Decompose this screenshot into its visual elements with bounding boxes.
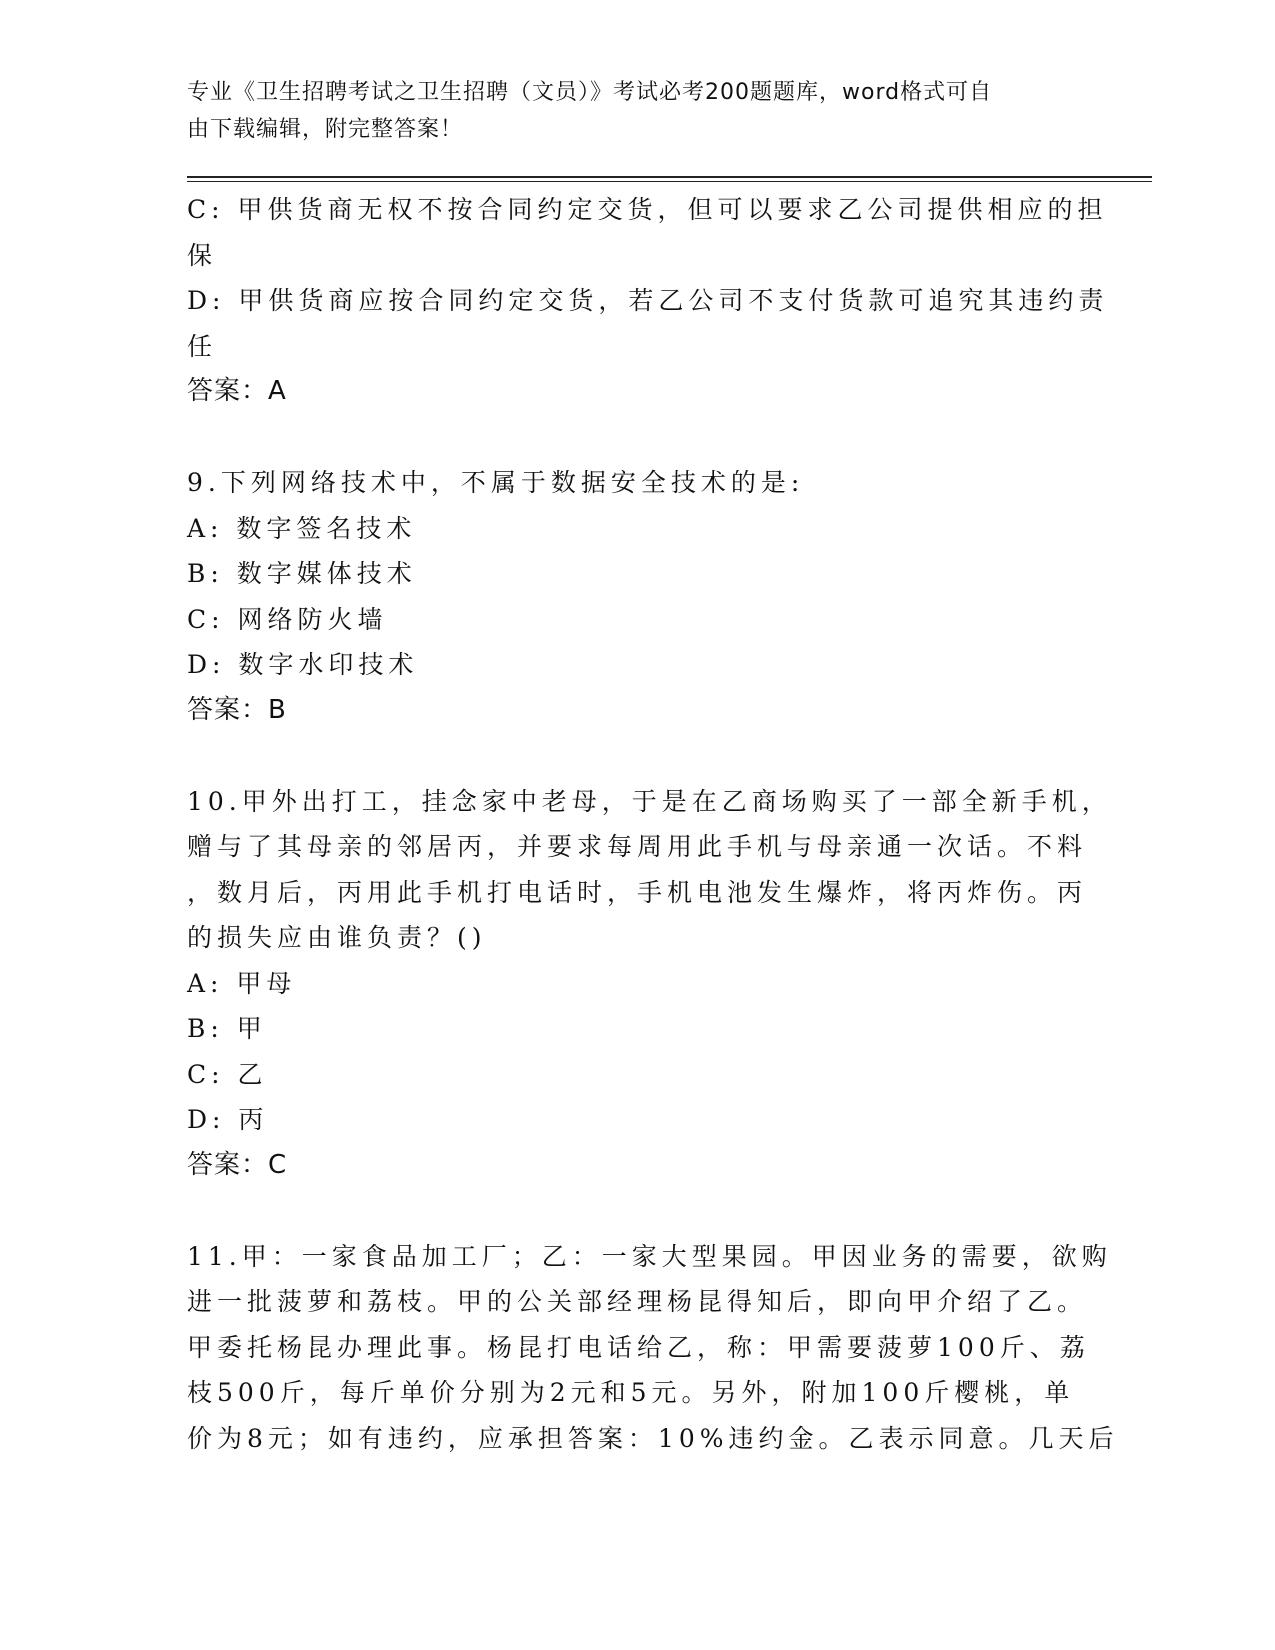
q11-question-line-1: 11.甲：一家食品加工厂；乙：一家大型果园。甲因业务的需要，欲购 xyxy=(187,1241,1112,1271)
q10-option-c: C: 乙 xyxy=(187,1059,268,1089)
header-line-2: 由下载编辑，附完整答案！ xyxy=(187,117,464,142)
q10-answer: 答案：C xyxy=(187,1149,288,1180)
q10-question-line-2: 赠与了其母亲的邻居丙，并要求每周用此手机与母亲通一次话。不料 xyxy=(187,832,1088,861)
q9-option-d: D: 数字水印技术 xyxy=(187,650,419,679)
q10-question-line-1: 10.甲外出打工，挂念家中老母，于是在乙商场购买了一部全新手机， xyxy=(187,786,1112,816)
q8-option-c-line-1: C: 甲供货商无权不按合同约定交货，但可以要求乙公司提供相应的担 xyxy=(187,195,1108,224)
q10-question-line-4: 的损失应由谁负责？() xyxy=(187,923,487,952)
q11-question-line-5: 价为8元；如有违约，应承担答案：10%违约金。乙表示同意。几天后 xyxy=(187,1423,1119,1453)
question-9 xyxy=(187,460,1077,733)
q11-question-line-4: 枝500斤，每斤单价分别为2元和5元。另外，附加100斤樱桃，单 xyxy=(187,1378,1075,1407)
q10-question-line-3: ，数月后，丙用此手机打电话时，手机电池发生爆炸，将丙炸伤。丙 xyxy=(187,877,1088,907)
q9-option-a: A: 数字签名技术 xyxy=(187,513,417,543)
q8-option-d-line-1: D: 甲供货商应按合同约定交货，若乙公司不支付货款可追究其违约责 xyxy=(187,286,1109,315)
spacer xyxy=(187,1188,1077,1234)
q10-option-d: D: 丙 xyxy=(187,1105,269,1134)
question-10 xyxy=(187,779,1112,1189)
q10-option-a: A: 甲母 xyxy=(187,968,297,998)
q9-option-c: C: 网络防火墙 xyxy=(187,604,388,634)
spacer xyxy=(187,733,1077,779)
header-divider-thick xyxy=(187,176,1152,178)
header-line-1: 专业《卫生招聘考试之卫生招聘（文员）》考试必考200题题库，word格式可自 xyxy=(187,80,993,105)
document-header xyxy=(187,74,1067,148)
question-8 xyxy=(187,187,1109,415)
q8-option-d-line-2: 任 xyxy=(187,331,218,361)
q10-option-b: B: 甲 xyxy=(187,1014,267,1043)
document-body xyxy=(187,187,1119,1461)
q9-question: 9.下列网络技术中，不属于数据安全技术的是: xyxy=(187,468,805,497)
q8-option-c-line-2: 保 xyxy=(187,240,218,270)
q9-answer: 答案：B xyxy=(187,694,287,725)
q11-question-line-3: 甲委托杨昆办理此事。杨昆打电话给乙，称：甲需要菠萝100斤、荔 xyxy=(187,1332,1090,1362)
header-divider-thin xyxy=(187,181,1152,182)
q8-answer: 答案：A xyxy=(187,376,287,406)
spacer xyxy=(187,415,1077,461)
q11-question-line-2: 进一批菠萝和荔枝。甲的公关部经理杨昆得知后，即向甲介绍了乙。 xyxy=(187,1287,1088,1316)
q9-option-b: B: 数字媒体技术 xyxy=(187,559,417,588)
question-11 xyxy=(187,1234,1119,1462)
